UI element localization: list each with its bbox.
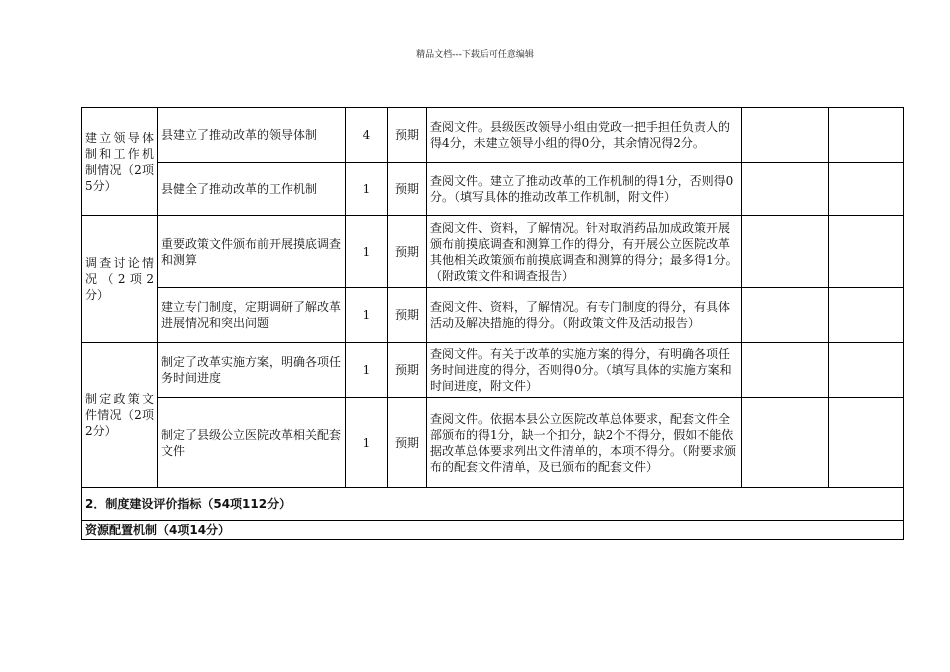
empty-cell <box>742 398 829 488</box>
type-cell: 预期 <box>388 288 427 343</box>
table-row <box>82 343 904 398</box>
score-cell: 1 <box>346 163 388 216</box>
category-cell: 制定政策文件情况（2项2分） <box>82 343 158 488</box>
method-cell: 查阅文件。建立了推动改革的工作机制的得1分，否则得0分。（填写具体的推动改革工作机制，附文件） <box>427 163 742 216</box>
content-cell: 建立专门制度，定期调研了解改革进展情况和突出问题 <box>158 288 346 343</box>
section-title: 2．制度建设评价指标（54项112分） <box>82 488 904 521</box>
type-cell: 预期 <box>388 216 427 288</box>
method-cell: 查阅文件。有关于改革的实施方案的得分，有明确各项任务时间进度的得分，否则得0分。（填写具体的实施方案和时间进度，附文件） <box>427 343 742 398</box>
content-cell: 制定了改革实施方案，明确各项任务时间进度 <box>158 343 346 398</box>
empty-cell <box>742 163 829 216</box>
category-cell: 建立领导体制和工作机制情况（2项5分） <box>82 108 158 216</box>
type-cell: 预期 <box>388 343 427 398</box>
score-cell: 4 <box>346 108 388 163</box>
empty-cell <box>829 343 904 398</box>
type-cell: 预期 <box>388 398 427 488</box>
content-cell: 制定了县级公立医院改革相关配套文件 <box>158 398 346 488</box>
evaluation-table <box>81 107 904 540</box>
empty-cell <box>829 288 904 343</box>
table-row <box>82 398 904 488</box>
content-cell: 县健全了推动改革的工作机制 <box>158 163 346 216</box>
type-cell: 预期 <box>388 108 427 163</box>
empty-cell <box>742 216 829 288</box>
table-row <box>82 488 904 521</box>
table-row <box>82 108 904 163</box>
empty-cell <box>742 108 829 163</box>
method-cell: 查阅文件、资料，了解情况。有专门制度的得分，有具体活动及解决措施的得分。（附政策文件及活动报告） <box>427 288 742 343</box>
table-row <box>82 163 904 216</box>
page-header: 精品文档---下载后可任意编辑 <box>416 50 534 60</box>
score-cell: 1 <box>346 343 388 398</box>
empty-cell <box>829 163 904 216</box>
table-row <box>82 288 904 343</box>
empty-cell <box>829 216 904 288</box>
content-cell: 县建立了推动改革的领导体制 <box>158 108 346 163</box>
empty-cell <box>742 288 829 343</box>
method-cell: 查阅文件。县级医改领导小组由党政一把手担任负责人的得4分，未建立领导小组的得0分，其余情况得2分。 <box>427 108 742 163</box>
table-row <box>82 216 904 288</box>
score-cell: 1 <box>346 216 388 288</box>
type-cell: 预期 <box>388 163 427 216</box>
method-cell: 查阅文件。依据本县公立医院改革总体要求，配套文件全部颁布的得1分，缺一个扣分，缺2个不得分，假如不能依据改革总体要求列出文件清单的，本项不得分。（附要求颁布的配套文件清单，及已颁布的配套文件） <box>427 398 742 488</box>
empty-cell <box>829 108 904 163</box>
subsection-title: 资源配置机制（4项14分） <box>82 521 904 540</box>
empty-cell <box>829 398 904 488</box>
category-cell: 调查讨论情况（2项2分） <box>82 216 158 343</box>
content-cell: 重要政策文件颁布前开展摸底调查和测算 <box>158 216 346 288</box>
score-cell: 1 <box>346 288 388 343</box>
score-cell: 1 <box>346 398 388 488</box>
empty-cell <box>742 343 829 398</box>
method-cell: 查阅文件、资料，了解情况。针对取消药品加成政策开展颁布前摸底调查和测算工作的得分，有开展公立医院改革其他相关政策颁布前摸底调查和测算的得分；最多得1分。（附政策文件和调查报告） <box>427 216 742 288</box>
table-row <box>82 521 904 540</box>
